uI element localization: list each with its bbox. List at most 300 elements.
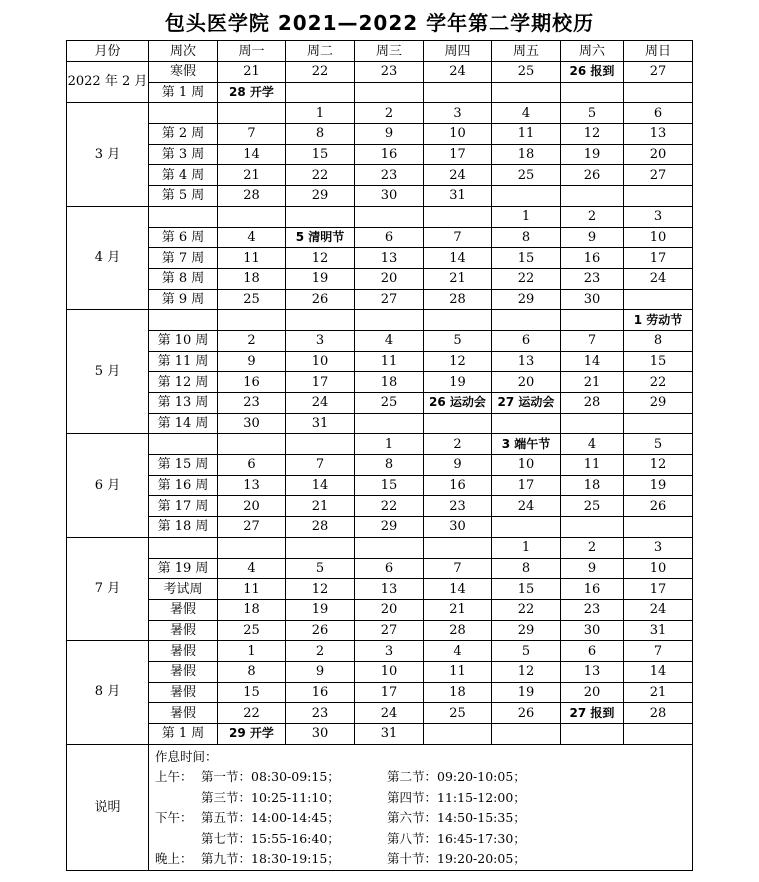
day-cell: 23 [561, 268, 624, 289]
week-row [67, 599, 693, 620]
day-cell: 21 [561, 372, 624, 393]
week-row [67, 186, 693, 207]
day-cell: 23 [561, 599, 624, 620]
week-label: 第 7 周 [149, 248, 218, 269]
event-day-cell: 1 劳动节 [624, 310, 693, 331]
notes-label: 说明 [67, 744, 149, 870]
day-cell: 15 [492, 248, 561, 269]
schedule-slot: 第三节：10:25-11:10； [201, 789, 340, 805]
day-cell: 26 [492, 703, 561, 724]
day-cell [492, 413, 561, 434]
day-cell [424, 82, 492, 103]
schedule-slot: 第二节：09:20-10:05； [387, 769, 526, 785]
day-cell: 23 [218, 393, 286, 414]
day-cell: 31 [624, 620, 693, 641]
schedule-line [155, 808, 692, 829]
day-cell: 28 [218, 186, 286, 207]
day-cell [286, 537, 355, 558]
event-day-cell: 27 报到 [561, 703, 624, 724]
day-cell: 17 [492, 475, 561, 496]
day-cell: 13 [218, 475, 286, 496]
day-cell: 27 [355, 620, 424, 641]
day-cell [561, 82, 624, 103]
day-cell: 3 [624, 206, 693, 227]
day-cell: 30 [218, 413, 286, 434]
day-cell: 25 [561, 496, 624, 517]
day-cell [218, 310, 286, 331]
day-cell: 20 [561, 682, 624, 703]
day-cell: 11 [561, 455, 624, 476]
week-label: 暑假 [149, 599, 218, 620]
day-cell: 6 [561, 641, 624, 662]
day-cell: 5 [561, 103, 624, 124]
day-cell [286, 310, 355, 331]
week-row [67, 124, 693, 145]
week-row [67, 413, 693, 434]
day-cell: 1 [355, 434, 424, 455]
day-cell: 15 [355, 475, 424, 496]
day-cell: 5 [624, 434, 693, 455]
week-row [67, 620, 693, 641]
day-cell [561, 413, 624, 434]
month-cell: 3 月 [67, 103, 149, 206]
day-cell: 9 [355, 124, 424, 145]
day-cell: 2 [286, 641, 355, 662]
day-cell [286, 434, 355, 455]
day-cell: 1 [492, 206, 561, 227]
day-cell [492, 724, 561, 745]
week-label [149, 434, 218, 455]
day-cell [492, 310, 561, 331]
day-cell: 6 [492, 330, 561, 351]
day-cell: 23 [355, 62, 424, 83]
week-label [149, 206, 218, 227]
day-cell: 24 [624, 268, 693, 289]
day-cell: 2 [424, 434, 492, 455]
calendar-body [67, 41, 693, 871]
header-row [67, 41, 693, 62]
day-cell: 29 [624, 393, 693, 414]
event-day-cell: 28 开学 [218, 82, 286, 103]
day-cell: 18 [424, 682, 492, 703]
header-sat: 周六 [561, 41, 624, 62]
week-row [67, 103, 693, 124]
day-cell: 4 [424, 641, 492, 662]
month-cell: 6 月 [67, 434, 149, 537]
schedule-slot: 第九节：18:30-19:15； [201, 851, 340, 867]
day-cell: 28 [424, 620, 492, 641]
week-label: 第 17 周 [149, 496, 218, 517]
day-cell: 19 [624, 475, 693, 496]
day-cell [492, 186, 561, 207]
week-label: 暑假 [149, 682, 218, 703]
day-cell: 12 [561, 124, 624, 145]
day-cell: 15 [218, 682, 286, 703]
event-day-cell: 26 运动会 [424, 393, 492, 414]
day-cell: 22 [492, 599, 561, 620]
day-cell: 7 [561, 330, 624, 351]
day-cell: 14 [424, 579, 492, 600]
day-cell [424, 413, 492, 434]
day-cell: 14 [624, 661, 693, 682]
day-cell: 20 [624, 144, 693, 165]
week-row [67, 165, 693, 186]
day-cell: 1 [492, 537, 561, 558]
day-cell [218, 537, 286, 558]
schedule-slot: 第七节：15:55-16:40； [201, 830, 340, 846]
day-cell: 5 [424, 330, 492, 351]
week-label [149, 537, 218, 558]
schedule-slot: 第五节：14:00-14:45； [201, 810, 340, 826]
day-cell: 14 [424, 248, 492, 269]
day-cell: 19 [561, 144, 624, 165]
day-cell: 22 [218, 703, 286, 724]
day-cell: 26 [561, 165, 624, 186]
day-cell: 22 [286, 165, 355, 186]
day-cell: 21 [286, 496, 355, 517]
day-cell: 1 [286, 103, 355, 124]
header-mon: 周一 [218, 41, 286, 62]
day-cell: 4 [218, 227, 286, 248]
day-cell: 16 [286, 682, 355, 703]
day-cell [624, 289, 693, 310]
event-day-cell: 5 清明节 [286, 227, 355, 248]
day-cell: 30 [424, 517, 492, 538]
page-title: 包头医学院 2021—2022 学年第二学期校历 [164, 11, 595, 35]
week-row [67, 661, 693, 682]
day-cell: 4 [492, 103, 561, 124]
day-cell: 28 [424, 289, 492, 310]
week-row [67, 82, 693, 103]
header-wed: 周三 [355, 41, 424, 62]
week-label [149, 310, 218, 331]
day-cell: 27 [355, 289, 424, 310]
day-cell: 20 [492, 372, 561, 393]
day-cell [624, 82, 693, 103]
day-cell: 10 [424, 124, 492, 145]
day-cell: 3 [624, 537, 693, 558]
day-cell: 10 [624, 227, 693, 248]
calendar-table [66, 40, 693, 871]
day-cell: 9 [561, 227, 624, 248]
week-row [67, 475, 693, 496]
day-cell: 22 [286, 62, 355, 83]
week-label: 第 16 周 [149, 475, 218, 496]
month-cell: 2022 年 2 月 [67, 62, 149, 103]
day-cell: 29 [286, 186, 355, 207]
day-cell: 8 [218, 661, 286, 682]
day-cell: 27 [624, 165, 693, 186]
week-label: 第 6 周 [149, 227, 218, 248]
day-cell: 23 [355, 165, 424, 186]
day-cell: 1 [218, 641, 286, 662]
week-row [67, 496, 693, 517]
schedule-slot: 第六节：14:50-15:35； [387, 810, 526, 826]
day-cell: 9 [561, 558, 624, 579]
schedule-line [155, 849, 692, 870]
header-thu: 周四 [424, 41, 492, 62]
day-cell [492, 517, 561, 538]
day-cell: 6 [355, 227, 424, 248]
day-cell: 24 [355, 703, 424, 724]
month-cell: 7 月 [67, 537, 149, 640]
day-cell: 19 [492, 682, 561, 703]
schedule-notes [149, 744, 693, 870]
day-cell: 12 [286, 579, 355, 600]
day-cell: 25 [492, 165, 561, 186]
day-cell: 12 [286, 248, 355, 269]
day-cell: 29 [492, 289, 561, 310]
day-cell: 18 [218, 599, 286, 620]
week-label: 第 8 周 [149, 268, 218, 289]
header-fri: 周五 [492, 41, 561, 62]
week-row [67, 206, 693, 227]
day-cell: 9 [424, 455, 492, 476]
day-cell: 18 [355, 372, 424, 393]
week-row [67, 579, 693, 600]
day-cell [624, 413, 693, 434]
week-label: 暑假 [149, 703, 218, 724]
day-cell: 24 [424, 165, 492, 186]
week-row [67, 537, 693, 558]
day-cell: 22 [355, 496, 424, 517]
week-label: 第 14 周 [149, 413, 218, 434]
week-label [149, 103, 218, 124]
day-cell: 28 [561, 393, 624, 414]
schedule-slot: 第四节：11:15-12:00； [387, 789, 526, 805]
day-cell: 16 [424, 475, 492, 496]
day-cell: 9 [286, 661, 355, 682]
week-row [67, 724, 693, 745]
day-cell: 4 [218, 558, 286, 579]
week-label: 暑假 [149, 641, 218, 662]
day-cell: 3 [355, 641, 424, 662]
day-cell: 19 [286, 599, 355, 620]
day-cell: 31 [355, 724, 424, 745]
day-cell: 13 [561, 661, 624, 682]
day-cell: 30 [561, 620, 624, 641]
week-row [67, 289, 693, 310]
week-label: 第 11 周 [149, 351, 218, 372]
week-row [67, 372, 693, 393]
week-label: 第 13 周 [149, 393, 218, 414]
header-week: 周次 [149, 41, 218, 62]
week-row [67, 351, 693, 372]
day-cell: 29 [492, 620, 561, 641]
day-cell [561, 724, 624, 745]
day-cell: 8 [355, 455, 424, 476]
day-cell [424, 310, 492, 331]
schedule-period: 下午： [155, 810, 193, 826]
day-cell: 7 [424, 227, 492, 248]
day-cell: 24 [624, 599, 693, 620]
day-cell: 30 [286, 724, 355, 745]
day-cell: 12 [624, 455, 693, 476]
month-cell: 8 月 [67, 641, 149, 744]
day-cell: 8 [492, 558, 561, 579]
day-cell: 7 [218, 124, 286, 145]
event-day-cell: 29 开学 [218, 724, 286, 745]
day-cell: 2 [355, 103, 424, 124]
day-cell [218, 206, 286, 227]
notes-row [67, 744, 693, 870]
day-cell: 16 [561, 248, 624, 269]
day-cell: 8 [624, 330, 693, 351]
schedule-period: 晚上： [155, 851, 193, 867]
day-cell: 11 [218, 248, 286, 269]
day-cell: 17 [286, 372, 355, 393]
schedule-slot: 第一节：08:30-09:15； [201, 769, 340, 785]
week-row [67, 558, 693, 579]
day-cell [355, 413, 424, 434]
day-cell [286, 206, 355, 227]
week-label: 第 10 周 [149, 330, 218, 351]
week-label: 暑假 [149, 620, 218, 641]
day-cell [355, 82, 424, 103]
day-cell [355, 537, 424, 558]
week-label: 考试周 [149, 579, 218, 600]
day-cell: 7 [624, 641, 693, 662]
week-label: 第 18 周 [149, 517, 218, 538]
day-cell: 25 [424, 703, 492, 724]
day-cell [355, 310, 424, 331]
day-cell: 30 [355, 186, 424, 207]
event-day-cell: 3 端午节 [492, 434, 561, 455]
day-cell: 2 [561, 206, 624, 227]
day-cell: 3 [424, 103, 492, 124]
day-cell: 18 [561, 475, 624, 496]
day-cell: 2 [561, 537, 624, 558]
day-cell [355, 206, 424, 227]
week-label: 寒假 [149, 62, 218, 83]
week-row [67, 682, 693, 703]
day-cell: 14 [286, 475, 355, 496]
day-cell: 4 [355, 330, 424, 351]
day-cell: 5 [492, 641, 561, 662]
day-cell: 26 [286, 289, 355, 310]
week-row [67, 144, 693, 165]
day-cell [624, 517, 693, 538]
schedule-line [155, 767, 692, 788]
day-cell: 25 [218, 620, 286, 641]
day-cell: 17 [424, 144, 492, 165]
day-cell: 21 [218, 62, 286, 83]
day-cell: 13 [492, 351, 561, 372]
day-cell: 13 [355, 248, 424, 269]
week-label: 第 1 周 [149, 724, 218, 745]
day-cell: 21 [424, 599, 492, 620]
day-cell: 27 [218, 517, 286, 538]
day-cell: 21 [424, 268, 492, 289]
day-cell [286, 82, 355, 103]
day-cell: 30 [561, 289, 624, 310]
day-cell: 12 [424, 351, 492, 372]
day-cell: 19 [286, 268, 355, 289]
day-cell: 19 [424, 372, 492, 393]
day-cell: 10 [286, 351, 355, 372]
day-cell: 23 [424, 496, 492, 517]
day-cell: 25 [355, 393, 424, 414]
header-month: 月份 [67, 41, 149, 62]
day-cell: 24 [424, 62, 492, 83]
day-cell: 7 [286, 455, 355, 476]
day-cell: 10 [624, 558, 693, 579]
week-label: 第 15 周 [149, 455, 218, 476]
day-cell [561, 186, 624, 207]
day-cell: 3 [286, 330, 355, 351]
day-cell: 29 [355, 517, 424, 538]
event-day-cell: 27 运动会 [492, 393, 561, 414]
day-cell: 11 [424, 661, 492, 682]
week-row [67, 517, 693, 538]
day-cell: 16 [218, 372, 286, 393]
day-cell [424, 537, 492, 558]
day-cell: 13 [624, 124, 693, 145]
day-cell: 25 [218, 289, 286, 310]
day-cell [218, 434, 286, 455]
day-cell: 21 [624, 682, 693, 703]
schedule-heading: 作息时间： [155, 748, 218, 764]
event-day-cell: 26 报到 [561, 62, 624, 83]
schedule-slot: 第十节：19:20-20:05； [387, 851, 526, 867]
week-label: 第 19 周 [149, 558, 218, 579]
schedule-period: 上午： [155, 769, 193, 785]
week-row [67, 434, 693, 455]
day-cell: 8 [492, 227, 561, 248]
day-cell: 31 [286, 413, 355, 434]
day-cell: 6 [218, 455, 286, 476]
week-row [67, 641, 693, 662]
month-cell: 5 月 [67, 310, 149, 434]
day-cell: 23 [286, 703, 355, 724]
day-cell: 21 [218, 165, 286, 186]
week-label: 第 9 周 [149, 289, 218, 310]
day-cell: 9 [218, 351, 286, 372]
day-cell: 16 [355, 144, 424, 165]
day-cell: 10 [355, 661, 424, 682]
week-row [67, 330, 693, 351]
day-cell [492, 82, 561, 103]
day-cell: 11 [355, 351, 424, 372]
day-cell: 7 [424, 558, 492, 579]
schedule-slot: 第八节：16:45-17:30； [387, 830, 526, 846]
week-row [67, 455, 693, 476]
day-cell: 2 [218, 330, 286, 351]
day-cell: 25 [492, 62, 561, 83]
day-cell [561, 517, 624, 538]
day-cell: 18 [218, 268, 286, 289]
header-sun: 周日 [624, 41, 693, 62]
day-cell [218, 103, 286, 124]
day-cell: 22 [624, 372, 693, 393]
week-label: 第 2 周 [149, 124, 218, 145]
day-cell: 17 [624, 248, 693, 269]
day-cell: 27 [624, 62, 693, 83]
day-cell: 15 [624, 351, 693, 372]
day-cell: 11 [218, 579, 286, 600]
day-cell: 17 [624, 579, 693, 600]
day-cell: 4 [561, 434, 624, 455]
week-label: 第 3 周 [149, 144, 218, 165]
week-label: 暑假 [149, 661, 218, 682]
schedule-line [155, 829, 692, 850]
day-cell: 18 [492, 144, 561, 165]
day-cell: 20 [355, 599, 424, 620]
header-tue: 周二 [286, 41, 355, 62]
day-cell: 11 [492, 124, 561, 145]
week-row [67, 227, 693, 248]
day-cell: 24 [492, 496, 561, 517]
